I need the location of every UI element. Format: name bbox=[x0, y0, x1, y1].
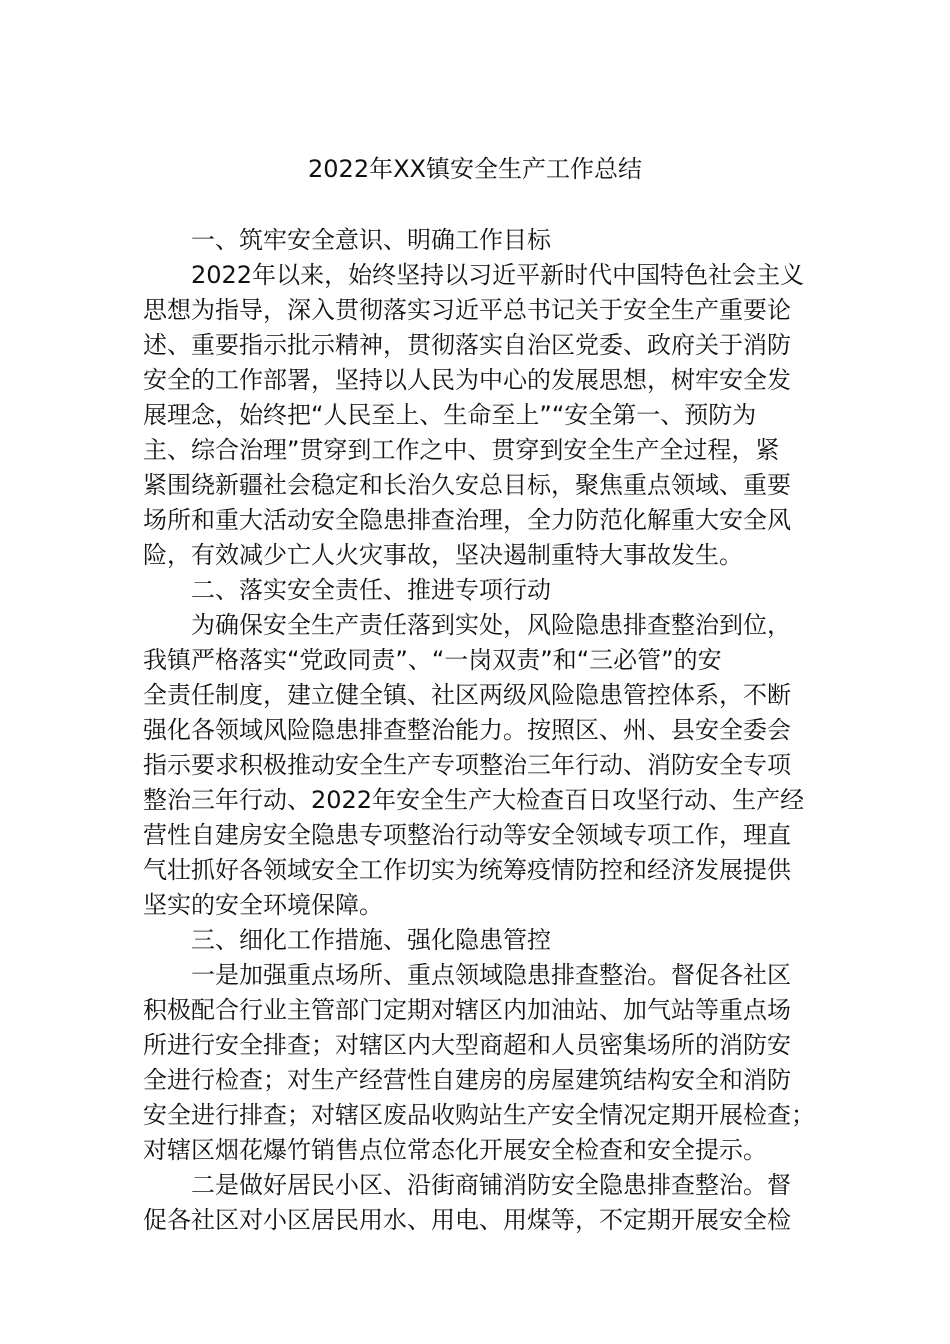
paragraph-line: 对辖区烟花爆竹销售点位常态化开展安全检查和安全提示。 bbox=[143, 1136, 767, 1164]
section-heading-3: 三、细化工作措施、强化隐患管控 bbox=[191, 926, 551, 954]
paragraph-line: 营性自建房安全隐患专项整治行动等安全领域专项工作，理直 bbox=[143, 821, 791, 849]
paragraph-line: 积极配合行业主管部门定期对辖区内加油站、加气站等重点场 bbox=[143, 996, 791, 1024]
paragraph-line: 展理念，始终把“人民至上、生命至上”“安全第一、预防为 bbox=[143, 401, 757, 429]
paragraph-line: 整治三年行动、2022年安全生产大检查百日攻坚行动、生产经 bbox=[143, 786, 805, 814]
paragraph-line: 全责任制度，建立健全镇、社区两级风险隐患管控体系，不断 bbox=[143, 681, 791, 709]
paragraph-line: 述、重要指示批示精神，贯彻落实自治区党委、政府关于消防 bbox=[143, 331, 791, 359]
paragraph-line: 为确保安全生产责任落到实处，风险隐患排查整治到位， bbox=[191, 611, 791, 639]
paragraph-line: 场所和重大活动安全隐患排查治理，全力防范化解重大安全风 bbox=[143, 506, 791, 534]
paragraph-line: 一是加强重点场所、重点领域隐患排查整治。督促各社区 bbox=[191, 961, 791, 989]
paragraph-line: 二是做好居民小区、沿街商铺消防安全隐患排查整治。督 bbox=[191, 1171, 791, 1199]
paragraph-line: 促各社区对小区居民用水、用电、用煤等，不定期开展安全检 bbox=[143, 1206, 791, 1234]
section-heading-2: 二、落实安全责任、推进专项行动 bbox=[191, 576, 551, 604]
paragraph-line: 指示要求积极推动安全生产专项整治三年行动、消防安全专项 bbox=[143, 751, 791, 779]
paragraph-line: 2022年以来，始终坚持以习近平新时代中国特色社会主义 bbox=[191, 261, 805, 289]
paragraph-line: 紧围绕新疆社会稳定和长治久安总目标，聚焦重点领域、重要 bbox=[143, 471, 791, 499]
paragraph-line: 所进行安全排查；对辖区内大型商超和人员密集场所的消防安 bbox=[143, 1031, 791, 1059]
section-heading-1: 一、筑牢安全意识、明确工作目标 bbox=[191, 226, 551, 254]
paragraph-line: 思想为指导，深入贯彻落实习近平总书记关于安全生产重要论 bbox=[143, 296, 791, 324]
paragraph-line: 气壮抓好各领域安全工作切实为统筹疫情防控和经济发展提供 bbox=[143, 856, 791, 884]
document-title: 2022年XX镇安全生产工作总结 bbox=[308, 155, 642, 183]
paragraph-line: 全进行检查；对生产经营性自建房的房屋建筑结构安全和消防 bbox=[143, 1066, 791, 1094]
paragraph-line: 强化各领域风险隐患排查整治能力。按照区、州、县安全委会 bbox=[143, 716, 791, 744]
paragraph-line: 险，有效减少亡人火灾事故，坚决遏制重特大事故发生。 bbox=[143, 541, 743, 569]
paragraph-line: 我镇严格落实“党政同责”、“一岗双责”和“三必管”的安 bbox=[143, 646, 722, 674]
paragraph-line: 安全的工作部署，坚持以人民为中心的发展思想，树牢安全发 bbox=[143, 366, 791, 394]
paragraph-line: 安全进行排查；对辖区废品收购站生产安全情况定期开展检查； bbox=[143, 1101, 815, 1129]
paragraph-line: 坚实的安全环境保障。 bbox=[143, 891, 383, 919]
paragraph-line: 主、综合治理”贯穿到工作之中、贯穿到安全生产全过程，紧 bbox=[143, 436, 780, 464]
